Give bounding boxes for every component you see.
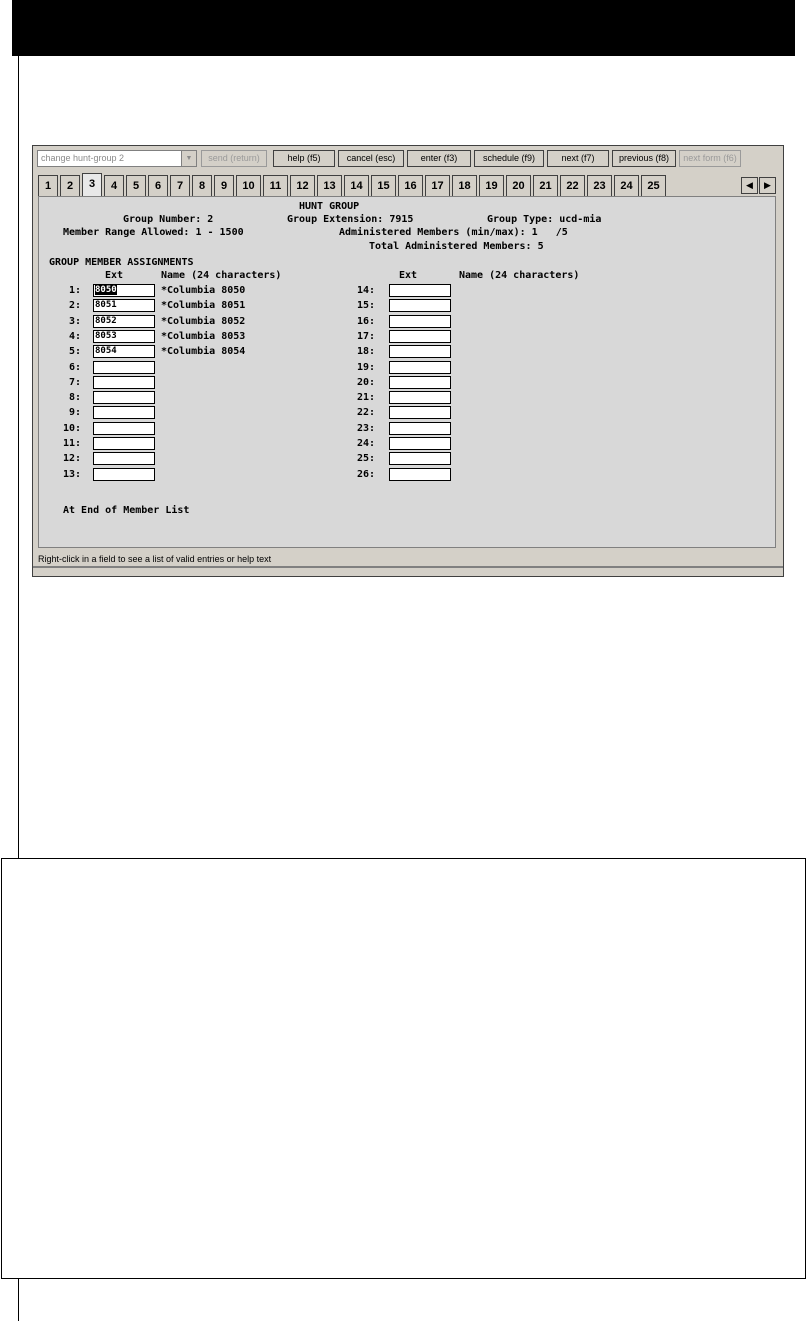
- tab-2[interactable]: 2: [60, 175, 80, 196]
- tab-16[interactable]: 16: [398, 175, 423, 196]
- schedule-button[interactable]: schedule (f9): [474, 150, 544, 167]
- row-number: 6:: [69, 362, 82, 373]
- section-heading: GROUP MEMBER ASSIGNMENTS: [49, 257, 194, 268]
- row-number: 13:: [63, 469, 82, 480]
- tab-scroll-right-icon[interactable]: ▶: [759, 177, 776, 194]
- row-number: 16:: [357, 316, 376, 327]
- tab-12[interactable]: 12: [290, 175, 315, 196]
- member-range-label: Member Range Allowed: 1 - 1500: [63, 227, 244, 238]
- row-number: 22:: [357, 407, 376, 418]
- ext-field[interactable]: 8052: [93, 315, 155, 328]
- row-number: 1:: [69, 285, 82, 296]
- ext-field[interactable]: 8053: [93, 330, 155, 343]
- ext-field[interactable]: [93, 422, 155, 435]
- ext-field[interactable]: [389, 284, 451, 297]
- ext-field[interactable]: [93, 406, 155, 419]
- ext-field[interactable]: [389, 330, 451, 343]
- left-ext-header: Ext: [105, 270, 124, 281]
- tab-21[interactable]: 21: [533, 175, 558, 196]
- tab-3[interactable]: 3: [82, 173, 102, 197]
- ext-field[interactable]: [389, 361, 451, 374]
- row-number: 7:: [69, 377, 82, 388]
- tab-4[interactable]: 4: [104, 175, 124, 196]
- tab-7[interactable]: 7: [170, 175, 190, 196]
- tab-17[interactable]: 17: [425, 175, 450, 196]
- tab-scroll-left-icon[interactable]: ◀: [741, 177, 758, 194]
- row-number: 23:: [357, 423, 376, 434]
- total-administered-label: Total Administered Members: 5: [369, 241, 544, 252]
- chevron-down-icon[interactable]: ▼: [181, 151, 196, 166]
- send-button[interactable]: send (return): [201, 150, 267, 167]
- command-combo[interactable]: [37, 150, 197, 167]
- row-number: 20:: [357, 377, 376, 388]
- member-name: *Columbia 8051: [161, 300, 246, 311]
- tab-11[interactable]: 11: [263, 175, 288, 196]
- selected-ext-text: 8050: [95, 285, 117, 295]
- right-ext-header: Ext: [399, 270, 418, 281]
- ext-field[interactable]: [389, 345, 451, 358]
- row-number: 12:: [63, 453, 82, 464]
- ext-field[interactable]: [93, 361, 155, 374]
- ext-field[interactable]: [93, 437, 155, 450]
- row-number: 18:: [357, 346, 376, 357]
- row-number: 11:: [63, 438, 82, 449]
- ext-field[interactable]: [389, 422, 451, 435]
- tab-1[interactable]: 1: [38, 175, 58, 196]
- row-number: 25:: [357, 453, 376, 464]
- ext-field[interactable]: [93, 391, 155, 404]
- row-number: 26:: [357, 469, 376, 480]
- row-number: 14:: [357, 285, 376, 296]
- tab-19[interactable]: 19: [479, 175, 504, 196]
- status-divider: [33, 566, 783, 568]
- row-number: 17:: [357, 331, 376, 342]
- row-number: 5:: [69, 346, 82, 357]
- group-number-label: Group Number: 2: [123, 214, 214, 225]
- tab-22[interactable]: 22: [560, 175, 585, 196]
- ext-field[interactable]: 8054: [93, 345, 155, 358]
- ext-field[interactable]: 8051: [93, 299, 155, 312]
- ext-field[interactable]: [389, 299, 451, 312]
- tab-23[interactable]: 23: [587, 175, 612, 196]
- member-name: *Columbia 8053: [161, 331, 246, 342]
- tab-14[interactable]: 14: [344, 175, 369, 196]
- row-number: 8:: [69, 392, 82, 403]
- tab-9[interactable]: 9: [214, 175, 234, 196]
- ext-field[interactable]: [93, 376, 155, 389]
- ext-field[interactable]: [93, 468, 155, 481]
- tab-20[interactable]: 20: [506, 175, 531, 196]
- command-text: change hunt-group 2: [41, 153, 125, 163]
- end-of-list-text: At End of Member List: [63, 505, 190, 516]
- administered-members-label: Administered Members (min/max): 1 /5: [339, 227, 568, 238]
- ext-field[interactable]: [389, 468, 451, 481]
- previous-button[interactable]: previous (f8): [612, 150, 676, 167]
- tab-8[interactable]: 8: [192, 175, 212, 196]
- group-type-label: Group Type: ucd-mia: [487, 214, 602, 225]
- status-text: Right-click in a field to see a list of valid entries or help text: [38, 554, 272, 564]
- tab-6[interactable]: 6: [148, 175, 168, 196]
- row-number: 9:: [69, 407, 82, 418]
- next-button[interactable]: next (f7): [547, 150, 609, 167]
- help-button[interactable]: help (f5): [273, 150, 335, 167]
- ext-field[interactable]: [93, 452, 155, 465]
- row-number: 3:: [69, 316, 82, 327]
- tab-18[interactable]: 18: [452, 175, 477, 196]
- row-number: 19:: [357, 362, 376, 373]
- form-panel: [38, 196, 776, 548]
- tab-13[interactable]: 13: [317, 175, 342, 196]
- ext-field[interactable]: [389, 376, 451, 389]
- next-form-button[interactable]: next form (f6): [679, 150, 741, 167]
- tab-10[interactable]: 10: [236, 175, 261, 196]
- ext-field[interactable]: [93, 284, 155, 297]
- row-number: 4:: [69, 331, 82, 342]
- tab-25[interactable]: 25: [641, 175, 666, 196]
- tab-15[interactable]: 15: [371, 175, 396, 196]
- row-number: 15:: [357, 300, 376, 311]
- form-title: HUNT GROUP: [299, 201, 360, 212]
- notes-box: [1, 858, 806, 1279]
- ext-field[interactable]: [389, 437, 451, 450]
- row-number: 10:: [63, 423, 82, 434]
- page-header-bar: [12, 0, 795, 56]
- right-name-header: Name (24 characters): [459, 270, 580, 281]
- ext-field[interactable]: [389, 391, 451, 404]
- row-number: 21:: [357, 392, 376, 403]
- tab-5[interactable]: 5: [126, 175, 146, 196]
- ext-field[interactable]: [389, 315, 451, 328]
- row-number: 2:: [69, 300, 82, 311]
- member-name: *Columbia 8054: [161, 346, 246, 357]
- group-extension-label: Group Extension: 7915: [287, 214, 414, 225]
- member-name: *Columbia 8052: [161, 316, 246, 327]
- ext-field[interactable]: [389, 406, 451, 419]
- cancel-button[interactable]: cancel (esc): [338, 150, 404, 167]
- enter-button[interactable]: enter (f3): [407, 150, 471, 167]
- left-name-header: Name (24 characters): [161, 270, 282, 281]
- row-number: 24:: [357, 438, 376, 449]
- ext-field[interactable]: [389, 452, 451, 465]
- hunt-group-window: [32, 145, 784, 577]
- tab-24[interactable]: 24: [614, 175, 639, 196]
- member-name: *Columbia 8050: [161, 285, 246, 296]
